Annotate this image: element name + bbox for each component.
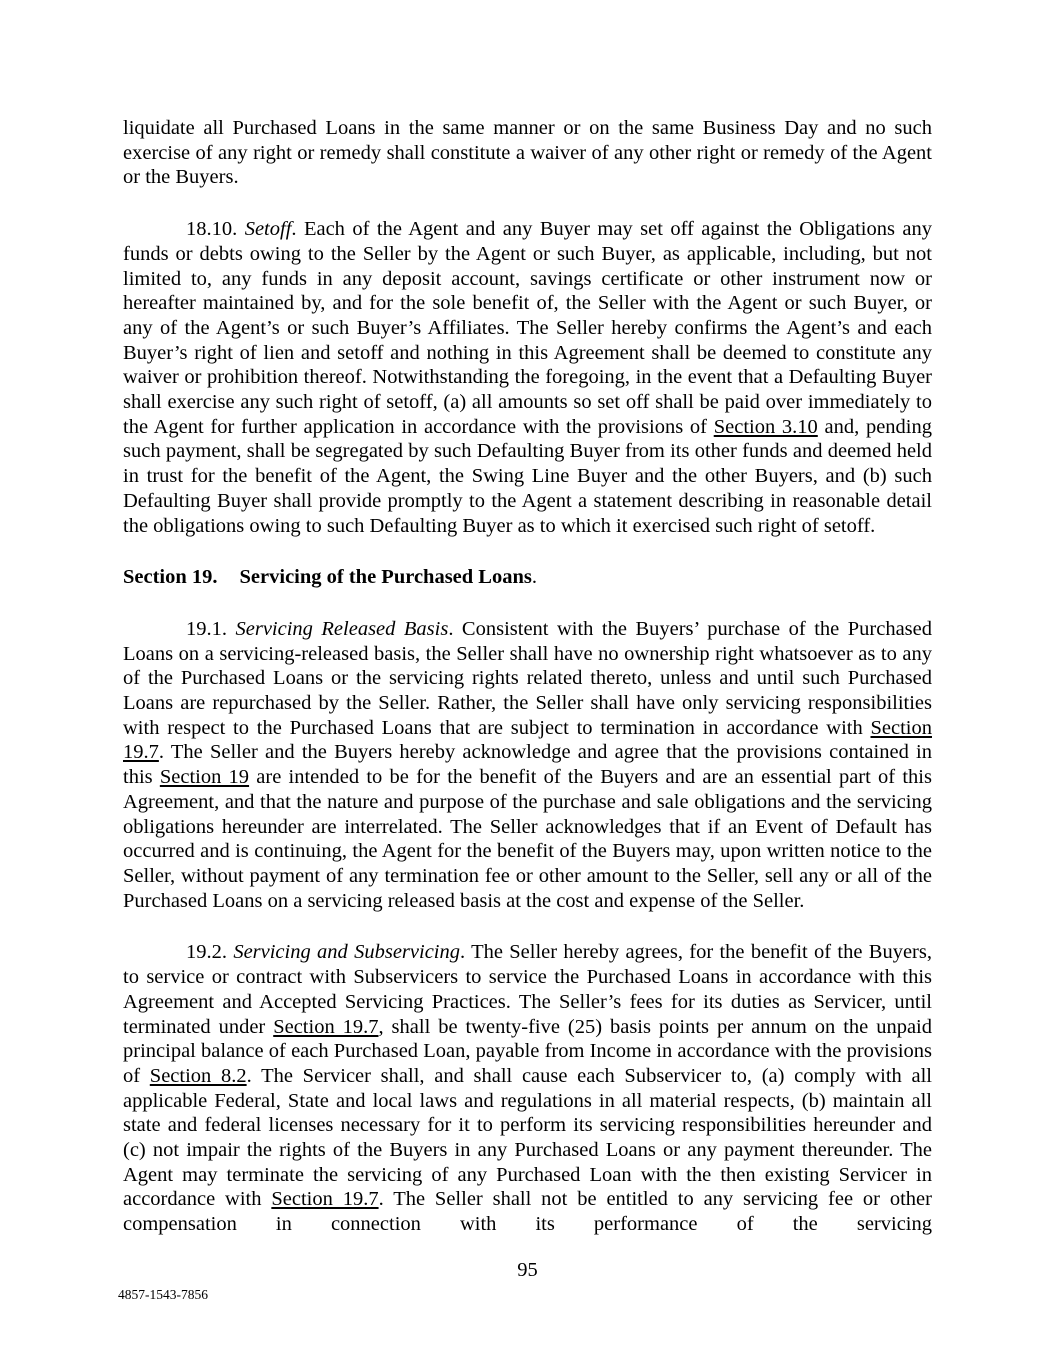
text-run: . The Servicer shall, and shall cause each Subservicer to, (a) comply with all applicable Federal, State and local laws and regulations in all material respects, (b) maintain all state and federal licenses necessary for it to perform its servicing responsibilities hereunder and (c) not impair the rights of the Buyers in any Purchased Loans or any payment thereunder. The Agent may terminate the servicing of any Purchased Loan with the then existing Servicer in accordance with <box>123 1064 932 1211</box>
text-run: . Each of the Agent and any Buyer may set off against the Obligations any funds or debts owing to the Seller by the Agent or such Buyer, as applicable, including, but not limited to, any funds in any deposit account, savings certificate or other instrument now or hereafter maintained by, and for the sole benefit of, the Seller with the Agent or such Buyer, or any of the Agent’s or such Buyer’s Affiliates. The Seller hereby confirms the Agent’s and each Buyer’s right of lien and setoff and nothing in this Agreement shall be deemed to constitute any waiver or prohibition thereof. Notwithstanding the foregoing, in the event that a Defaulting Buyer shall exercise any such right of setoff, (a) all amounts so set off shall be paid over immediately to the Agent for further application in accordance with the provisions of <box>123 218 932 438</box>
text-run: . The Seller shall not be entitled to any servicing fee or other compensation in connection with its performance of the servicing <box>123 1188 932 1236</box>
paragraph-19-1-servicing-released-basis <box>123 617 932 913</box>
document-control-number: 4857-1543-7856 <box>118 1287 208 1302</box>
page-number: 95 <box>517 1259 538 1281</box>
text-run: Section 8.2 <box>149 1064 247 1087</box>
text-run: Section 19.7 <box>123 716 932 764</box>
continuation-paragraph <box>123 116 932 190</box>
text-run: liquidate all Purchased Loans in the same manner or on the same Business Day and no such exercise of any right or remedy shall constitute a waiver of any other right or remedy of the Agent or the Buyers. <box>123 117 932 189</box>
paragraph-19-2-servicing-and-subservicing <box>123 940 932 1236</box>
text-run: Section 3.10 <box>713 415 818 438</box>
text-run: . Consistent with the Buyers’ purchase of the Purchased Loans on a servicing-released basis, the Seller shall have no ownership right whatsoever as to any of the Purchased Loans or the servicing rights related thereto, unless and until such Purchased Loans are repurchased by the Seller. Rather, the Seller shall have only servicing responsibilities with respect to the Purchased Loans that are subject to termination in accordance with <box>123 617 932 739</box>
document-body <box>123 116 932 1264</box>
text-run: Section 19 <box>159 766 250 789</box>
text-run: Section 19.7 <box>271 1188 379 1211</box>
text-run: . The Seller hereby agrees, for the benefit of the Buyers, to service or contract with Subservicers to service the Purchased Loans in accordance with this Agreement and Accepted Servicing Practices. The Seller’s fees for its duties as Servicer, until terminated under <box>123 941 932 1038</box>
text-run: , shall be twenty-five (25) basis points per annum on the unpaid principal balance of each Purchased Loan, payable from Income in accordance with the provisions of <box>123 1015 932 1087</box>
text-run: Servicing and Subservicing <box>233 941 460 964</box>
text-run: Servicing Released Basis <box>235 617 449 640</box>
text-run: Section 19. <box>123 566 218 589</box>
text-run: 18.10. <box>186 218 245 241</box>
text-run: Section 19.7 <box>273 1015 379 1038</box>
text-run: Servicing of the Purchased Loans <box>239 566 532 589</box>
text-run: and, pending such payment, shall be segregated by such Defaulting Buyer from its other funds and deemed held in trust for the benefit of the Agent, the Swing Line Buyer and the other Buyers, and (b) such Defaulting Buyer shall provide promptly to the Agent a statement describing in reasonable detail the obligations owing to such Defaulting Buyer as to which it exercised such right of setoff. <box>123 415 932 537</box>
text-run: are intended to be for the benefit of the Buyers and are an essential part of this Agreement, and that the nature and purpose of the purchase and sale obligations and the servicing obligations hereunder are interrelated. The Seller acknowledges that if an Event of Default has occurred and is continuing, the Agent for the benefit of the Buyers may, upon written notice to the Seller, without payment of any termination fee or other amount to the Seller, sell any or all of the Purchased Loans on a servicing released basis at the cost and expense of the Seller. <box>123 766 932 912</box>
section-19-heading <box>123 565 932 590</box>
text-run: Setoff <box>244 218 292 241</box>
paragraph-18-10-setoff <box>123 217 932 538</box>
text-run: 19.2. <box>186 941 234 964</box>
text-run: . <box>531 566 537 589</box>
text-run: . The Seller and the Buyers hereby acknowledge and agree that the provisions contained in this <box>123 741 932 789</box>
text-run: 19.1. <box>186 617 236 640</box>
